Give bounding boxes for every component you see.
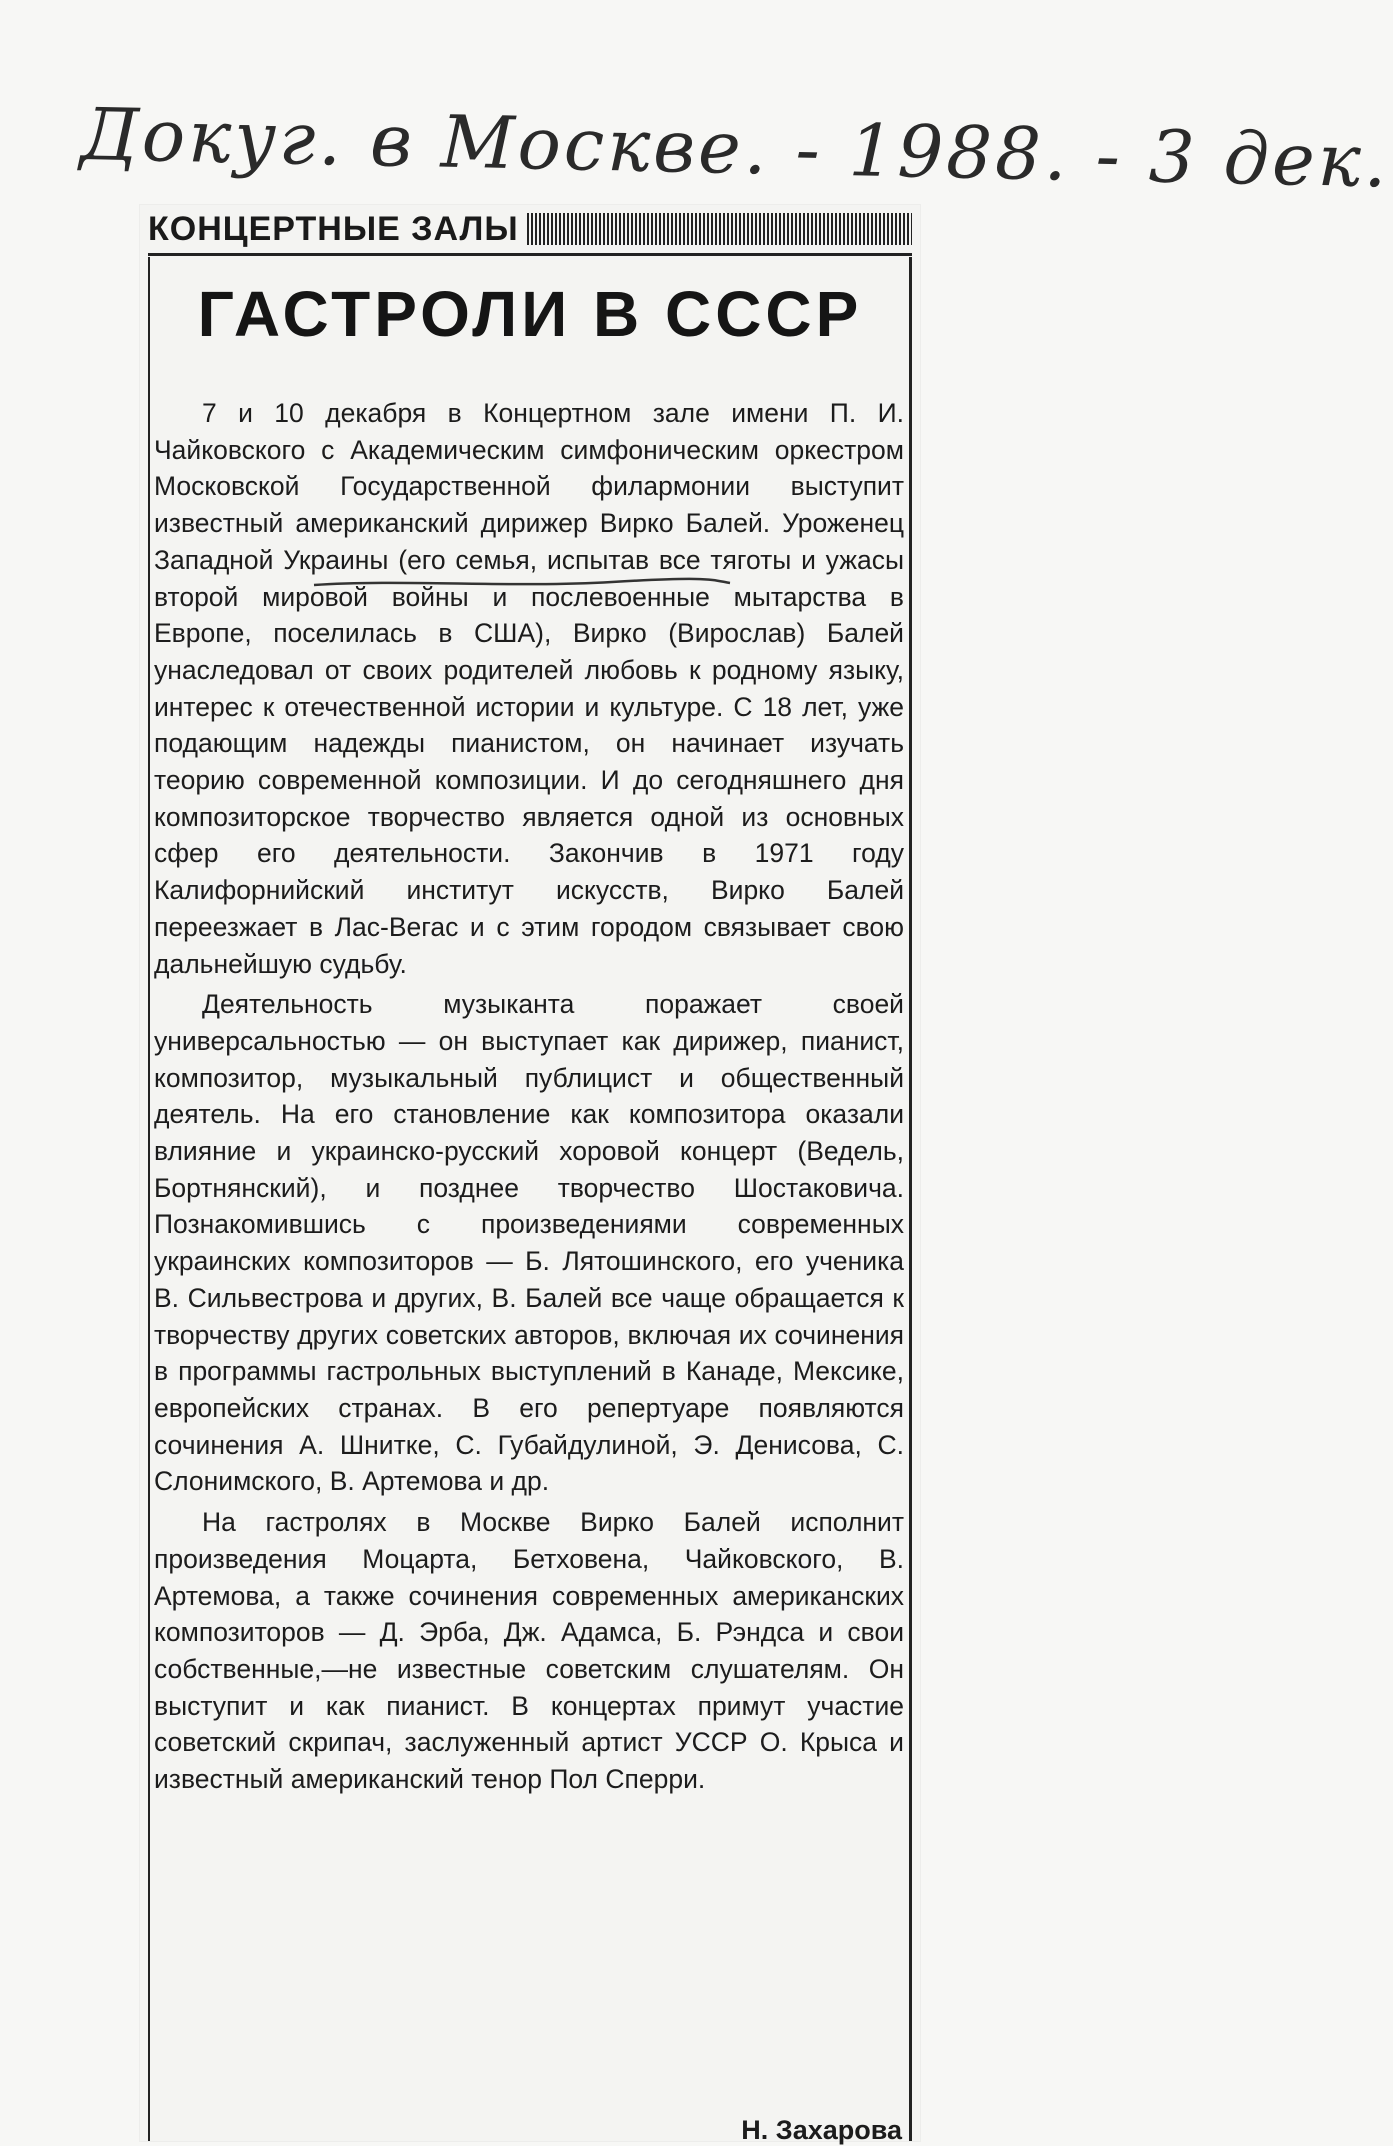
article-headline: ГАСТРОЛИ В СССР <box>197 278 863 350</box>
section-rubric <box>148 205 912 253</box>
newspaper-clipping <box>140 205 920 2145</box>
left-column-rule <box>148 257 150 2141</box>
article-body <box>154 395 904 1802</box>
rubric-hatch-bar <box>527 213 912 245</box>
rubric-divider <box>148 253 912 256</box>
article-author: Н. Захарова <box>741 2115 902 2145</box>
section-rubric-label: КОНЦЕРТНЫЕ ЗАЛЫ <box>148 209 519 248</box>
right-column-rule <box>909 257 912 2141</box>
article-paragraph: На гастролях в Москве Вирко Балей исполнит произведения Моцарта, Бетховена, Чайковского, В. Артемова, а также сочинения современных американских композиторов — Д. Эрба, Дж. Адамса, Б. Рэндса и свои собственные,—не известные советским слушателям. Он выступит и как пианист. В концертах примут участие советский скрипач, заслуженный артист УССР О. Крыса и известный американский тенор Пол Сперри. <box>154 1507 904 1795</box>
article-paragraph: Деятельность музыканта поражает своей универсальностью — он выступает как дирижер, пианист, композитор, музыкальный публицист и общественный деятель. На его становление как композитора оказали влияние и украинско-русский хоровой концерт (Ведель, Бортнянский), и позднее творчество Шостаковича. Познакомившись с произведениями современных украинских композиторов — Б. Лятошинского, его ученика В. Сильвестрова и других, В. Балей все чаще обращается к творчеству других советских авторов, включая их сочинения в программы гастрольных выступлений в Канаде, Мексике, европейских странах. В его репертуаре появляются сочинения А. Шнитке, С. Губайдулиной, Э. Денисова, С. Слонимского, В. Артемова и др. <box>154 989 904 1497</box>
handwritten-annotation: Докуг. в Москве. - 1988. - 3 дек. <box>79 92 1391 204</box>
article-paragraph: 7 и 10 декабря в Концертном зале имени П. И. Чайковского с Академическим симфоническим оркестром Московской Государственной филармонии выступит известный американский дирижер Вирко Балей. Уроженец Западной Украины (его семья, испытав все тяготы и ужасы второй мировой войны и послевоенные мытарства в Европе, поселилась в США), Вирко (Вирослав) Балей унаследовал от своих родителей любовь к родному языку, интерес к отечественной истории и культуре. С 18 лет, уже подающим надежды пианистом, он начинает изучать теорию современной композиции. И до сегодняшнего дня композиторское творчество является одной из основных сфер его деятельности. Закончив в 1971 году Калифорнийский институт искусств, Вирко Балей переезжает в Лас-Вегас и с этим городом связывает свою дальнейшую судьбу. <box>154 398 904 979</box>
